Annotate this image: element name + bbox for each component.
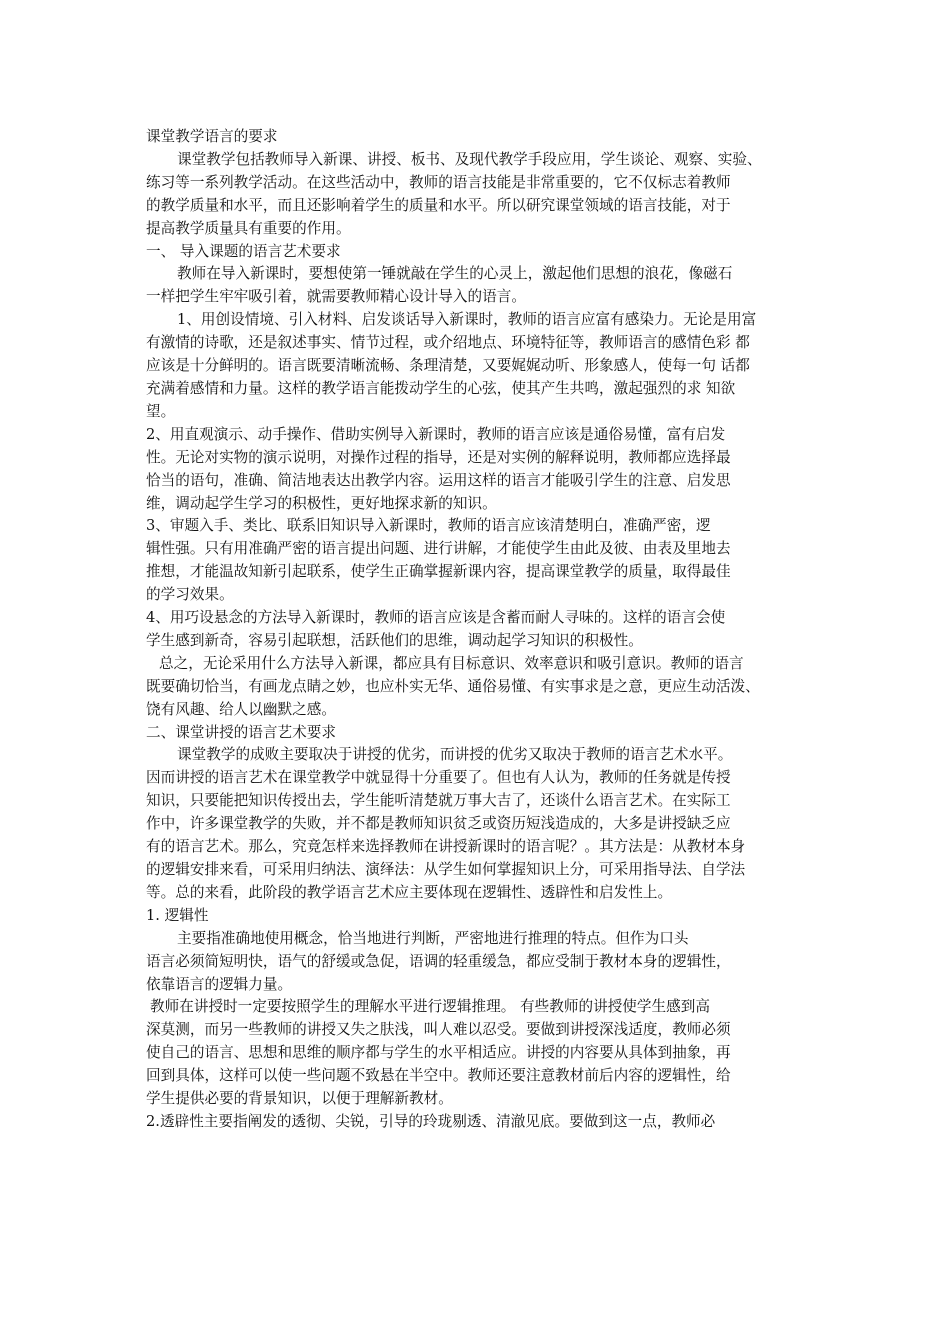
text-line: 知识，只要能把知识传授出去，学生能听清楚就万事大吉了，还谈什么语言艺术。在实际工	[146, 792, 731, 810]
document-title: 课堂教学语言的要求	[146, 128, 278, 145]
text-line: 使自己的语言、思想和思维的顺序都与学生的水平相适应。讲授的内容要从具体到抽象，再	[146, 1044, 731, 1062]
text-line: 等。总的来看，此阶段的教学语言艺术应主要体现在逻辑性、透辟性和启发性上。	[146, 883, 673, 901]
text-line: 作中，许多课堂教学的失败，并不都是教师知识贫乏或资历短浅造成的，大多是讲授缺乏应	[146, 815, 731, 833]
text-line: 有激情的诗歌，还是叙述事实、情节过程，或介绍地点、环境特征等，教师语言的感情色彩 都	[146, 334, 750, 352]
text-line: 教师在导入新课时，要想使第一锤就敲在学生的心灵上，激起他们思想的浪花，像磁石	[177, 265, 733, 283]
text-line: 主要指准确地使用概念，恰当地进行判断，严密地进行推理的特点。但作为口头	[177, 929, 689, 947]
text-line: 2.透辟性主要指阐发的透彻、尖锐，引导的玲珑剔透、清澈见底。要做到这一点，教师必	[146, 1112, 716, 1130]
text-line: 的逻辑安排来看，可采用归纳法、演绎法：从学生如何掌握知识上分，可采用指导法、自学法	[146, 861, 746, 878]
text-line: 应该是十分鲜明的。语言既要清晰流畅、条理清楚，又要娓娓动听、形象感人，使每一句 话都	[146, 357, 750, 375]
text-line: 2、用直观演示、动手操作、借助实例导入新课时，教师的语言应该是通俗易懂，富有启发	[146, 425, 726, 443]
text-line: 1、用创设情境、引入材料、启发谈话导入新课时，教师的语言应富有感染力。无论是用富	[177, 311, 757, 329]
text-line: 的教学质量和水平，而且还影响着学生的质量和水平。所以研究课堂领域的语言技能，对于	[146, 196, 731, 214]
text-line: 深莫测，而另一些教师的讲授又失之肤浅，叫人难以忍受。要做到讲授深浅适度，教师必须	[146, 1021, 731, 1039]
text-line: 语言必须简短明快，语气的舒缓或急促，语调的轻重缓急，都应受制于教材本身的逻辑性，	[146, 952, 731, 970]
text-line: 性。无论对实物的演示说明，对操作过程的指导，还是对实例的解释说明，教师都应选择最	[146, 448, 731, 466]
text-line: 学生提供必要的背景知识，以便于理解新教材。	[146, 1090, 453, 1108]
text-line: 的学习效果。	[146, 586, 234, 604]
text-line: 充满着感情和力量。这样的教学语言能拨动学生的心弦，使其产生共鸣，激起强烈的求 知欲	[146, 379, 736, 397]
text-line: 总之，无论采用什么方法导入新课，都应具有目标意识、效率意识和吸引意识。教师的语言	[159, 654, 744, 672]
text-line: 3、审题入手、类比、联系旧知识导入新课时，教师的语言应该清楚明白，准确严密，逻	[146, 517, 711, 535]
text-line: 辑性强。只有用准确严密的语言提出问题、进行讲解，才能使学生由此及彼、由表及里地去	[146, 540, 731, 558]
text-line: 一样把学生牢牢吸引着，就需要教师精心设计导入的语言。	[146, 288, 526, 306]
text-line: 依靠语言的逻辑力量。	[146, 975, 293, 993]
text-line: 4、用巧设悬念的方法导入新课时，教师的语言应该是含蓄而耐人寻味的。这样的语言会使	[146, 609, 726, 627]
text-line: 因而讲授的语言艺术在课堂教学中就显得十分重要了。但也有人认为，教师的任务就是传授	[146, 769, 731, 787]
text-line: 饶有风趣、给人以幽默之感。	[146, 700, 336, 718]
text-line: 二、课堂讲授的语言艺术要求	[146, 723, 336, 741]
text-line: 学生感到新奇，容易引起联想，活跃他们的思维，调动起学习知识的积极性。	[146, 631, 643, 649]
text-line: 有的语言艺术。那么，究竟怎样来选择教师在讲授新课时的语言呢？。其方法是：从教材本身	[146, 838, 746, 856]
text-line: 望。	[146, 402, 176, 420]
text-line: 恰当的语句，准确、简洁地表达出教学内容。运用这样的语言才能吸引学生的注意、启发思	[146, 471, 731, 489]
text-line: 课堂教学包括教师导入新课、讲授、板书、及现代教学手段应用，学生谈论、观察、实验、	[177, 150, 762, 168]
text-line: 既要确切恰当，有画龙点睛之妙，也应朴实无华、通俗易懂、有实事求是之意，更应生动活泼、	[146, 677, 760, 695]
text-line: 推想，才能温故知新引起联系，使学生正确掌握新课内容，提高课堂教学的质量，取得最佳	[146, 563, 731, 581]
text-line: 一、 导入课题的语言艺术要求	[146, 242, 341, 260]
text-line: 维，调动起学生学习的积极性，更好地探求新的知识。	[146, 494, 497, 512]
text-line: 回到具体，这样可以使一些问题不致悬在半空中。教师还要注意教材前后内容的逻辑性，给	[146, 1067, 731, 1085]
text-line: 1. 逻辑性	[146, 906, 209, 924]
text-line: 教师在讲授时一定要按照学生的理解水平进行逻辑推理。 有些教师的讲授使学生感到高	[150, 998, 710, 1016]
text-line: 课堂教学的成败主要取决于讲授的优劣，而讲授的优劣又取决于教师的语言艺术水平。	[177, 746, 733, 764]
text-line: 练习等一系列教学活动。在这些活动中，教师的语言技能是非常重要的，它不仅标志着教师	[146, 173, 731, 191]
text-line: 提高教学质量具有重要的作用。	[146, 219, 351, 237]
